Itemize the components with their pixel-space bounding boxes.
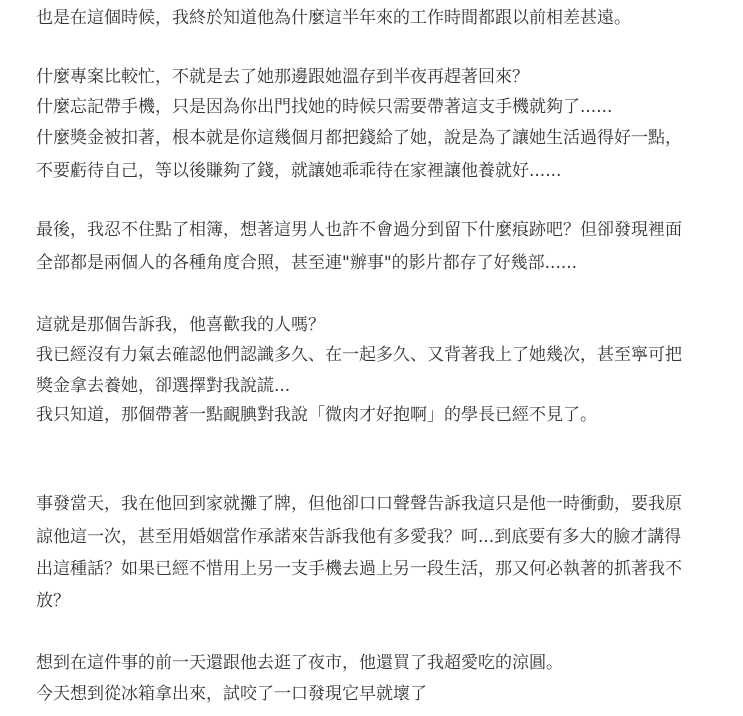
paragraph-line: 事發當天，我在他回到家就攤了牌，但他卻口口聲聲告訴我這只是他一時衝動，要我原 (36, 494, 682, 514)
paragraph-line: 想到在這件事的前一天還跟他去逛了夜市，他還買了我超愛吃的涼圓。 (36, 653, 563, 673)
paragraph-line: 什麼獎金被扣著，根本就是你這幾個月都把錢給了她，說是為了讓她生活過得好一點， (36, 128, 682, 148)
paragraph-line: 我已經沒有力氣去確認他們認識多久、在一起多久、又背著我上了她幾次，甚至寧可把 (36, 345, 682, 365)
paragraph-line: 獎金拿去養她，卻選擇對我說謊... (36, 376, 291, 396)
paragraph-line: 也是在這個時候，我終於知道他為什麼這半年來的工作時間都跟以前相差甚遠。 (36, 8, 631, 28)
paragraph-line: 最後，我忍不住點了相簿，想著這男人也許不會過分到留下什麼痕跡吧？但卻發現裡面 (36, 220, 682, 240)
paragraph-line: 什麼專案比較忙，不就是去了她那邊跟她溫存到半夜再趕著回來？ (36, 67, 529, 87)
paragraph-line: 什麼忘記帶手機，只是因為你出門找她的時候只需要帶著這支手機就夠了...... (36, 97, 613, 117)
paragraph-line: 我只知道，那個帶著一點靦腆對我說「微肉才好抱啊」的學長已經不見了。 (36, 405, 597, 425)
paragraph-line: 放？ (36, 591, 70, 611)
paragraph-line: 全部都是兩個人的各種角度合照，甚至連"辦事"的影片都存了好幾部...... (36, 253, 578, 273)
paragraph-line: 這就是那個告訴我，他喜歡我的人嗎？ (36, 315, 325, 335)
paragraph-line: 出這種話？如果已經不惜用上另一支手機去過上另一段生活，那又何必執著的抓著我不 (36, 559, 682, 579)
paragraph-line: 今天想到從冰箱拿出來，試咬了一口發現它早就壞了 (36, 684, 427, 704)
paragraph-line: 不要虧待自己，等以後賺夠了錢，就讓她乖乖待在家裡讓他養就好...... (36, 161, 562, 181)
paragraph-line: 諒他這一次，甚至用婚姻當作承諾來告訴我他有多愛我？呵...到底要有多大的臉才講得 (36, 527, 682, 547)
